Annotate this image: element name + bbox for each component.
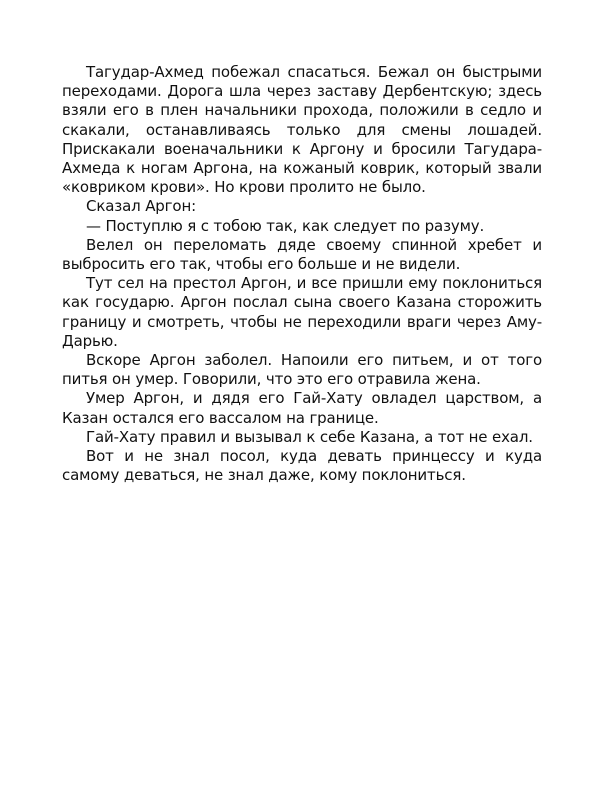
paragraph-6: Вскоре Аргон заболел. Напоили его питьем, и от того питья он умер. Говорили, что это его отравила жена. (62, 351, 542, 389)
paragraph-3: — Поступлю я с тобою так, как следует по разуму. (86, 216, 485, 235)
paragraph-5: Тут сел на престол Аргон, и все пришли ему поклониться как государю. Аргон послал сына своего Казана сторожить границу и смотреть, чтобы не переходили враги через Аму-Дарью. (62, 274, 542, 350)
paragraph-8: Гай-Хату правил и вызывал к себе Казана, а тот не ехал. (86, 427, 533, 446)
paragraph-2: Сказал Аргон: (86, 197, 197, 216)
paragraph-4: Велел он переломать дяде своему спинной хребет и выбросить его так, чтобы его больше и не видели. (62, 235, 542, 274)
paragraph-1: Тагудар-Ахмед побежал спасаться. Бежал он быстрыми переходами. Дорога шла через заставу Дербентскую; здесь взяли его в плен начальники прохода, положили в седло и скакали, останавливаясь только для смены лошадей. Прискакали военачальники к Аргону и бросили Тагудара-Ахмеда к ногам Аргона, на кожаный коврик, который звали «ковриком крови». Но крови пролито не было. (62, 63, 542, 197)
book-page-text (62, 63, 542, 485)
paragraph-7: Умер Аргон, и дядя его Гай-Хату овладел царством, а Казан остался его вассалом на границе. (62, 389, 542, 427)
paragraph-9: Вот и не знал посол, куда девать принцессу и куда самому деваться, не знал даже, кому поклониться. (62, 447, 542, 485)
